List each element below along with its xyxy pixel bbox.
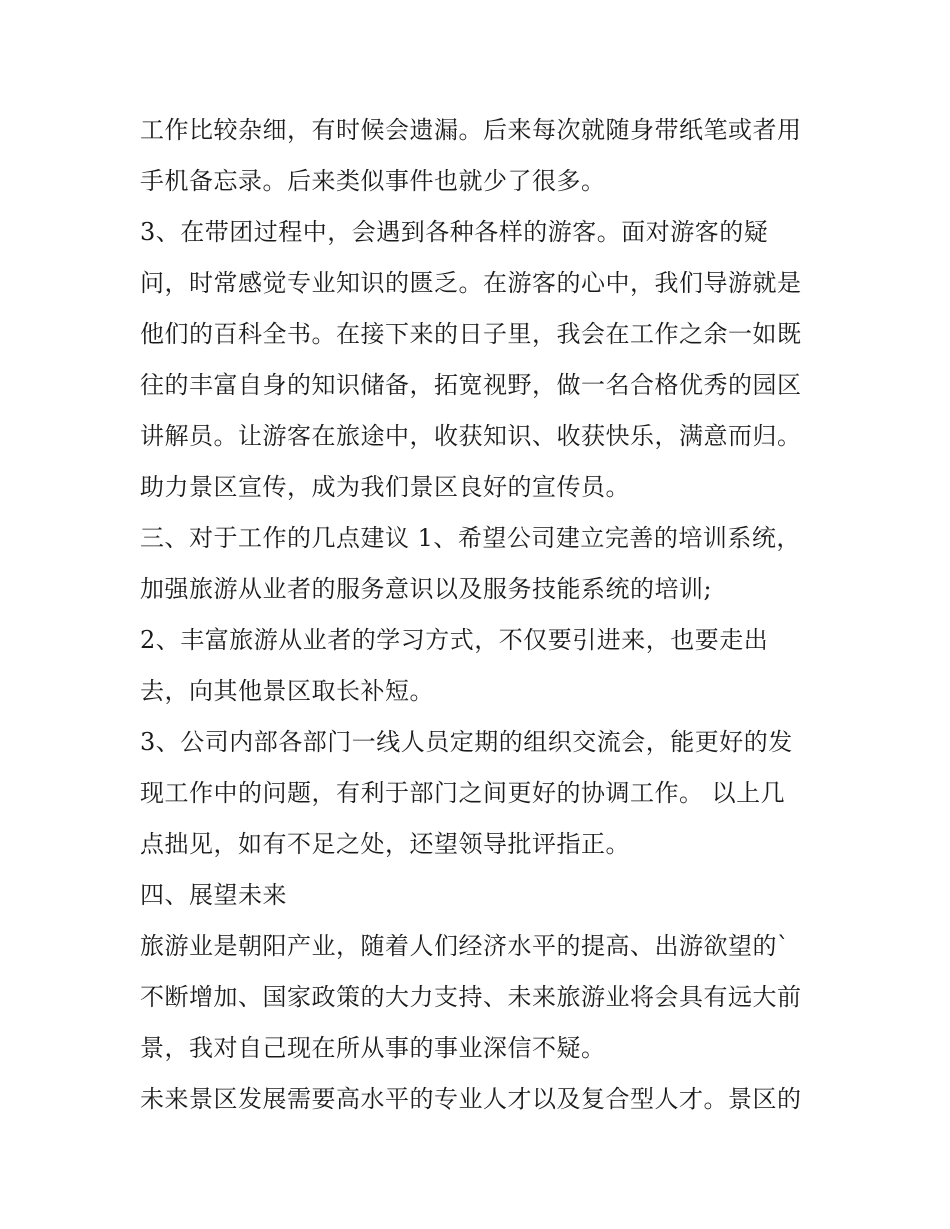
section-heading-outlook: 四、展望未来 — [140, 881, 287, 909]
text-line-6: 往的丰富自身的知识储备，拓宽视野，做一名合格优秀的园区 — [140, 371, 802, 399]
text-line-18: 不断增加、国家政策的大力支持、未来旅游业将会具有远大前 — [140, 983, 802, 1011]
text-line-20: 未来景区发展需要高水平的专业人才以及复合型人才。景区的 — [140, 1085, 802, 1113]
text-line-19: 景，我对自己现在所从事的事业深信不疑。 — [140, 1034, 606, 1062]
text-line-15: 点拙见，如有不足之处，还望领导批评指正。 — [140, 830, 630, 858]
text-line-8: 助力景区宣传，成为我们景区良好的宣传员。 — [140, 473, 630, 501]
text-line-14: 现工作中的问题，有利于部门之间更好的协调工作。 以上几 — [140, 779, 786, 807]
text-line-7: 讲解员。让游客在旅途中，收获知识、收获快乐，满意而归。 — [140, 422, 802, 450]
text-line-10: 加强旅游从业者的服务意识以及服务技能系统的培训; — [140, 575, 713, 603]
text-line-13: 3、公司内部各部门一线人员定期的组织交流会，能更好的发 — [140, 728, 793, 756]
text-line-11: 2、丰富旅游从业者的学习方式，不仅要引进来，也要走出 — [140, 626, 769, 654]
text-line-4: 问，时常感觉专业知识的匮乏。在游客的心中，我们导游就是 — [140, 269, 802, 297]
text-line-9: 三、对于工作的几点建议 1、希望公司建立完善的培训系统， — [140, 524, 801, 552]
text-line-17: 旅游业是朝阳产业，随着人们经济水平的提高、出游欲望的` — [140, 932, 790, 960]
text-line-1: 工作比较杂细，有时候会遗漏。后来每次就随身带纸笔或者用 — [140, 116, 802, 144]
text-line-2: 手机备忘录。后来类似事件也就少了很多。 — [140, 167, 606, 195]
text-line-12: 去，向其他景区取长补短。 — [140, 677, 434, 705]
text-line-5: 他们的百科全书。在接下来的日子里，我会在工作之余一如既 — [140, 320, 802, 348]
text-line-3: 3、在带团过程中，会遇到各种各样的游客。面对游客的疑 — [140, 218, 769, 246]
